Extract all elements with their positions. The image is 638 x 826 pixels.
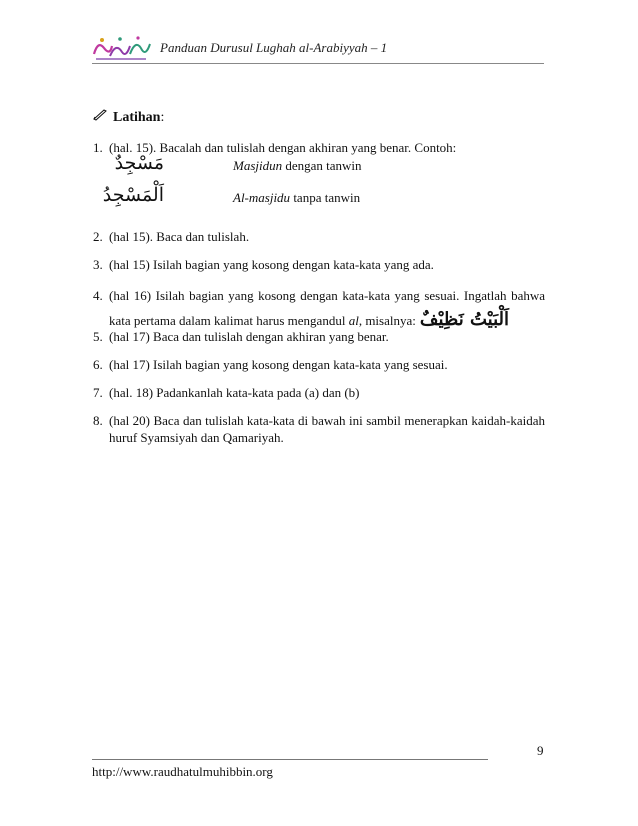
item-number: 8. [93,413,103,428]
pencil-icon [93,109,107,126]
list-item [93,228,545,245]
item-text: (hal 20) Baca dan tulislah kata-kata di bawah ini sambil menerapkan kaidah-kaidah huruf Syamsiyah dan Qamariyah. [109,413,545,445]
item-text [109,284,545,333]
list-item [93,412,545,446]
example-description [233,190,360,206]
item-text: (hal 15). Baca dan tulislah. [109,229,250,244]
item-text-part: , misalnya: [358,313,416,328]
header-title: Panduan Durusul Lughah al-Arabiyyah – 1 [160,40,388,55]
list-item [93,256,545,273]
item-number: 2. [93,229,103,244]
item-text: (hal. 15). Bacalah dan tulislah dengan akhiran yang benar. Contoh: [109,140,457,155]
example-arabic: اَلْمَسْجِدُ [102,184,164,206]
item-text: (hal. 18) Padankanlah kata-kata pada (a) dan (b) [109,385,360,400]
item-number: 3. [93,257,103,272]
list-item [93,284,545,333]
item-number: 4. [93,288,103,303]
example-term: Al-masjidu [233,190,291,205]
item-text-italic: al [348,313,359,328]
footer-url: http://www.raudhatulmuhibbin.org [92,764,273,779]
item-text: (hal 17) Isilah bagian yang kosong dengan kata-kata yang sesuai. [109,357,448,372]
item-text: (hal 15) Isilah bagian yang kosong dengan kata-kata yang ada. [109,257,434,272]
list-item [93,328,545,345]
item-number: 1. [93,140,103,155]
item-text: (hal 17) Baca dan tulislah dengan akhiran yang benar. [109,329,389,344]
list-item [93,356,545,373]
item-number: 6. [93,357,103,372]
example-note: tanpa tanwin [290,190,361,205]
example-description [233,158,362,174]
logo [90,34,152,62]
item-number: 5. [93,329,103,344]
example-term: Masjidun [233,158,283,173]
example-arabic: مَسْجِدٌ [114,152,164,174]
section-title: Latihan [113,110,161,125]
item-text-part: (hal 16) Isilah bagian yang kosong dengan kata-kata yang sesuai. Ingatlah bahwa kata pertama dalam kalimat harus mengandul [109,288,545,328]
example-note: dengan tanwin [282,158,362,173]
list-item [93,384,545,401]
section-heading [93,109,164,126]
item-number: 7. [93,385,103,400]
footer-divider [92,759,488,760]
example-arabic: اَلْبَيْتُ نَظِيْفٌ [419,309,509,330]
section-colon: : [160,110,165,125]
page-number: 9 [537,743,544,758]
header-divider [92,63,544,64]
